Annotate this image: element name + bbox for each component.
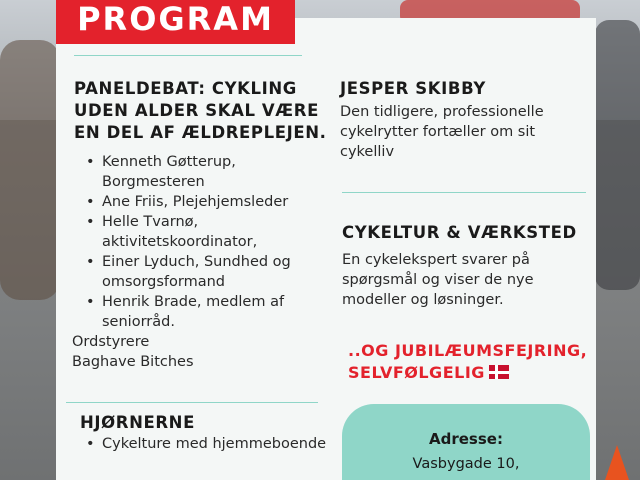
- right-column: [340, 78, 590, 162]
- program-title: PROGRAM: [56, 0, 295, 44]
- left-column: [74, 78, 332, 372]
- workshop-heading: CYKELTUR & VÆRKSTED: [342, 223, 577, 242]
- moderator-name: Baghave Bitches: [72, 354, 194, 370]
- address-label: Adresse:: [429, 430, 503, 448]
- moderator-label: Ordstyrere: [72, 334, 150, 350]
- speaker-text: Den tidligere, professionelle cykelrytter fortæller om sit cykelliv: [340, 104, 544, 160]
- celebration-line: [348, 340, 593, 384]
- panel-participants: [74, 152, 332, 332]
- list-item: • Kenneth Gøtterup, Borgmesteren: [74, 152, 332, 192]
- workshop-section: [342, 222, 592, 310]
- celebration-text: ..OG JUBILÆUMSFEJRING, SELVFØLGELIG: [348, 341, 588, 382]
- corners-heading: HJØRNERNE: [80, 413, 195, 432]
- list-item: • Helle Tvarnø, aktivitetskoordinator,: [74, 212, 332, 252]
- background-person-right: [595, 20, 640, 290]
- divider-top: [74, 55, 302, 56]
- panel-heading: PANELDEBAT: CYKLING UDEN ALDER SKAL VÆRE EN DEL AF ÆLDREPLEJEN.: [74, 79, 327, 142]
- list-item: • Cykelture med hjemmeboende: [74, 434, 330, 454]
- list-item: • Einer Lyduch, Sundhed og omsorgsformand: [74, 252, 332, 292]
- corners-list: [74, 434, 330, 454]
- workshop-text: En cykelekspert svarer på spørgsmål og viser de nye modeller og løsninger.: [342, 252, 534, 308]
- list-item: • Henrik Brade, medlem af seniorråd.: [74, 292, 332, 332]
- address-box: [342, 404, 590, 480]
- list-item: • Ane Friis, Plejehjemsleder: [74, 192, 332, 212]
- background-person-left: [0, 40, 60, 300]
- divider-right: [342, 192, 586, 193]
- speaker-heading: JESPER SKIBBY: [340, 79, 486, 98]
- divider-left: [66, 402, 318, 403]
- traffic-cone: [605, 445, 629, 480]
- corners-section: [80, 412, 330, 454]
- danish-flag-icon: [489, 365, 509, 379]
- address-value: Vasbygade 10,: [412, 456, 520, 472]
